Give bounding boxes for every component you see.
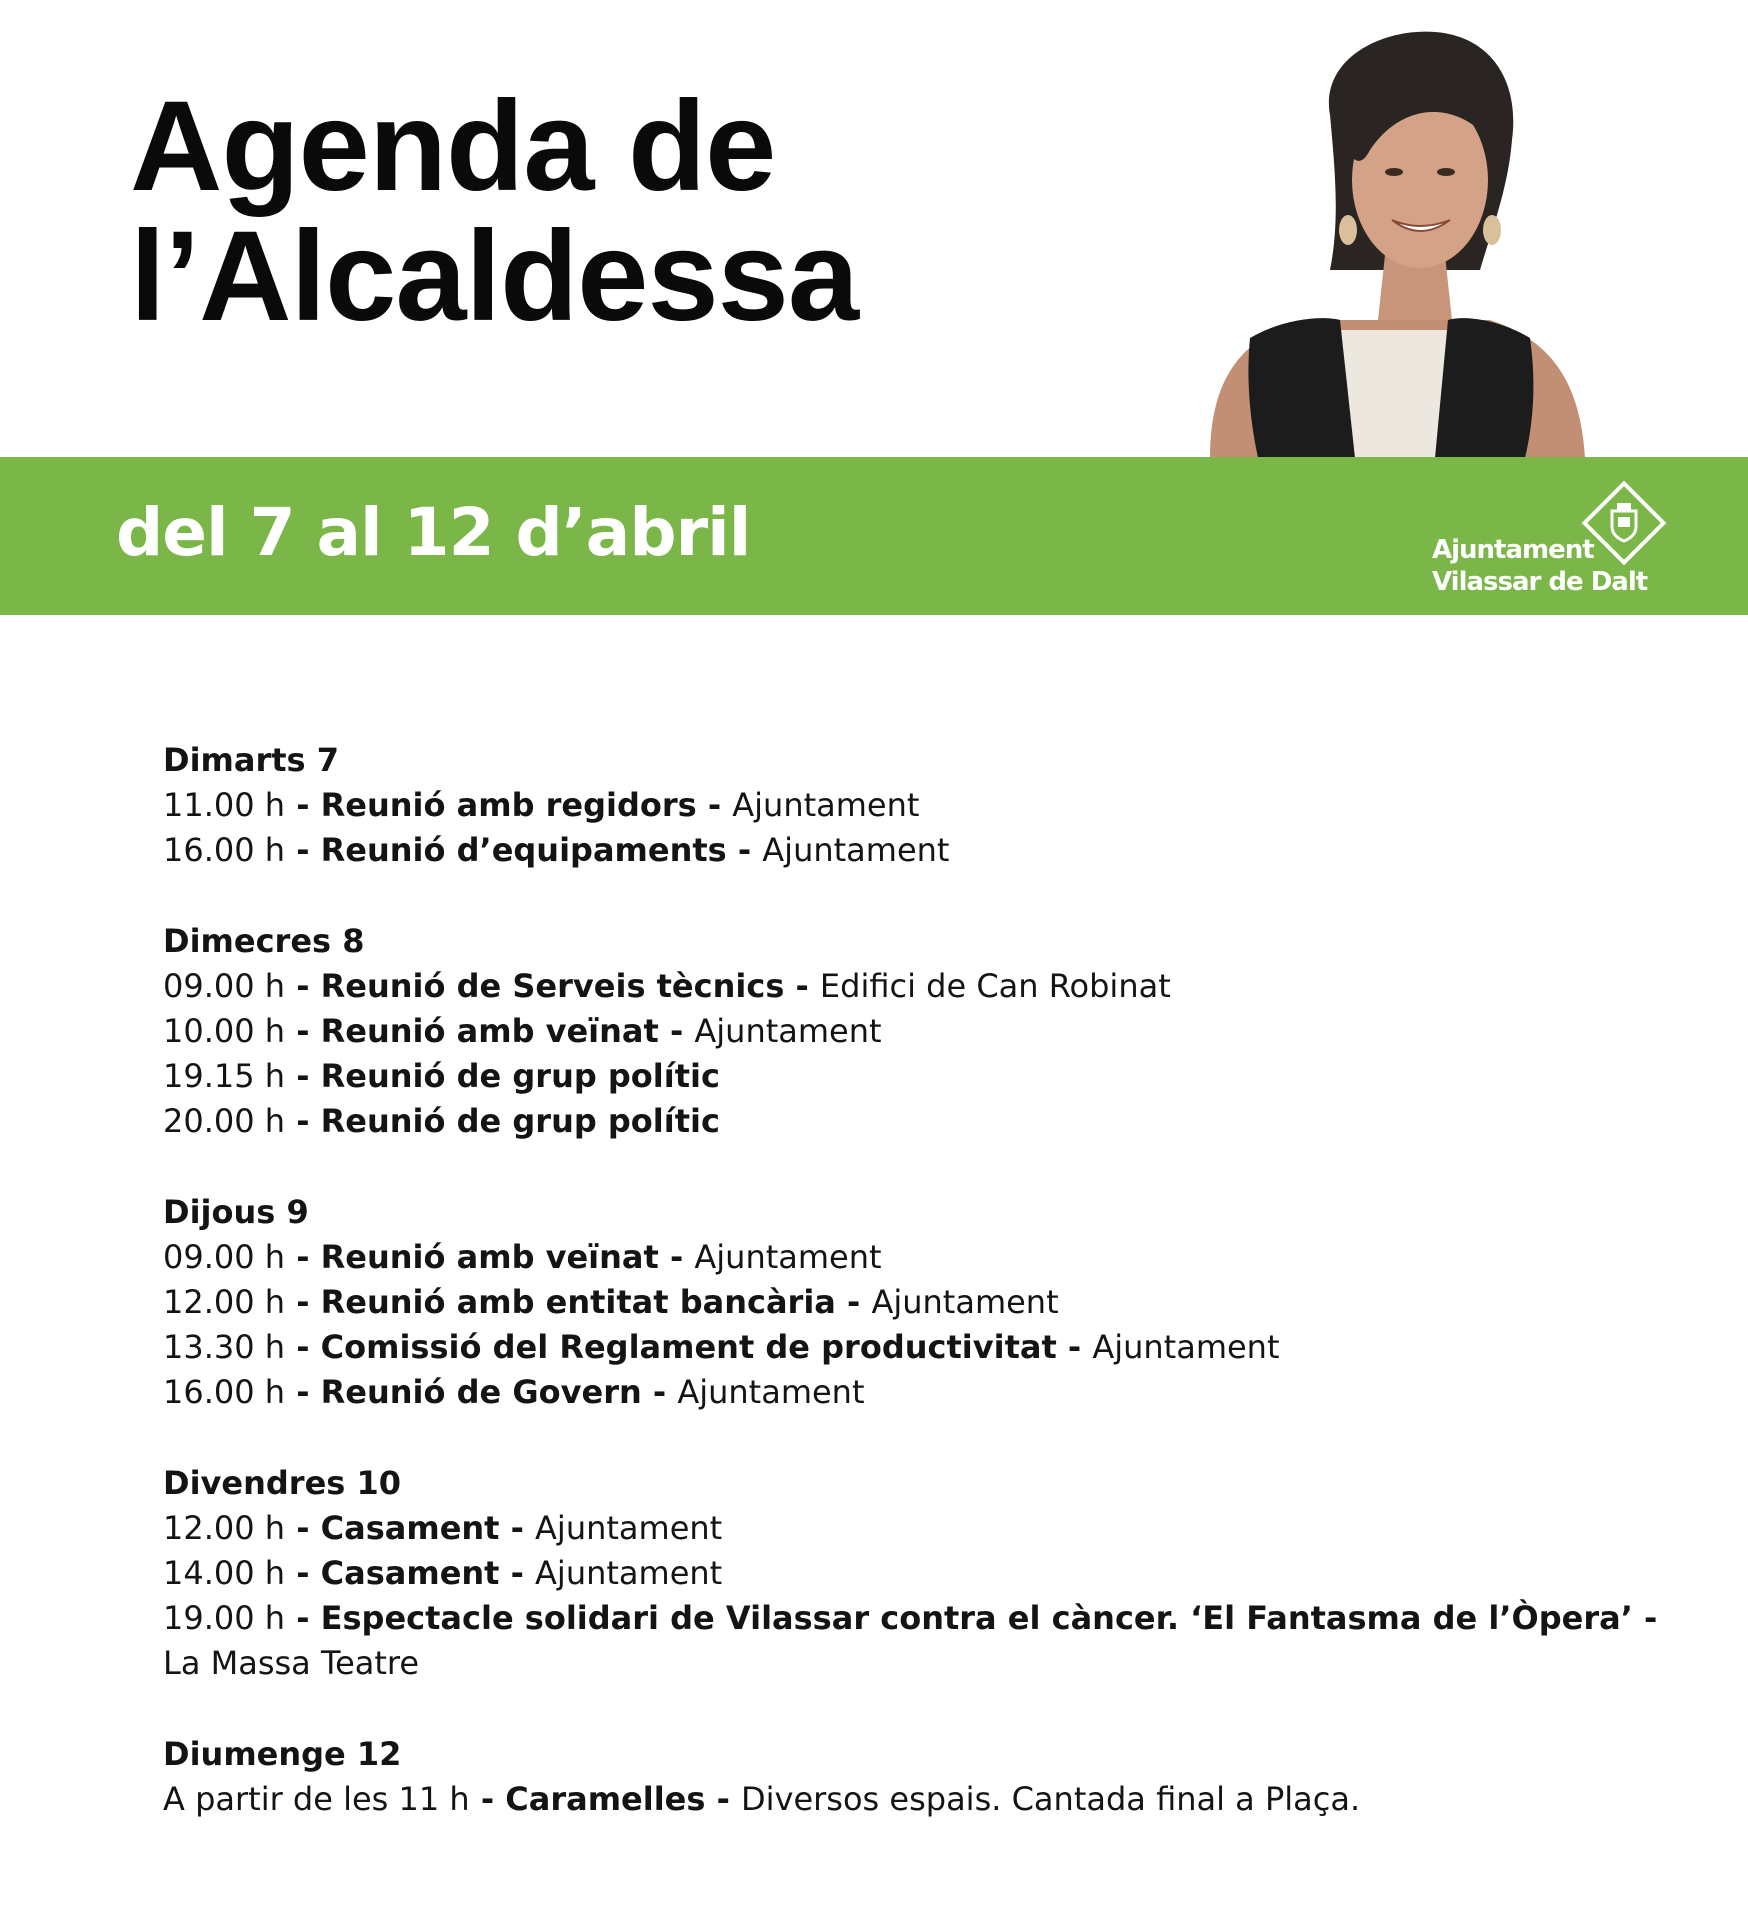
event-place: Ajuntament [694,1012,882,1050]
event-item [163,783,1663,828]
event-title: Reunió de grup polític [320,1057,720,1095]
event-separator: - [285,1102,321,1140]
event-place: Ajuntament [694,1238,882,1276]
event-time: 20.00 h [163,1102,286,1140]
event-separator: - [285,1283,321,1321]
event-time: 16.00 h [163,1373,286,1411]
event-place: Ajuntament [535,1509,723,1547]
event-separator: - [285,1599,321,1637]
logo-line-2: Vilassar de Dalt [1432,567,1648,597]
event-place: Ajuntament [535,1554,723,1592]
event-separator: - [285,1238,321,1276]
event-item [163,1596,1663,1686]
day-heading: Dijous 9 [163,1193,309,1231]
day-section [163,1732,1663,1822]
event-item [163,1551,1663,1596]
event-title: Reunió de Govern [320,1373,642,1411]
event-item [163,1370,1663,1415]
event-separator: - [1632,1599,1658,1637]
event-title: Casament [320,1509,500,1547]
event-place: Ajuntament [732,786,920,824]
event-separator: - [285,1554,321,1592]
event-separator: - [658,1012,695,1050]
day-heading: Dimecres 8 [163,922,365,960]
event-separator: - [285,1373,321,1411]
event-separator: - [499,1509,536,1547]
event-item [163,1506,1663,1551]
date-range: del 7 al 12 d’abril [116,494,751,571]
event-separator: - [499,1554,536,1592]
event-time: 11.00 h [163,786,286,824]
title-line-1: Agenda de [130,75,776,218]
event-separator: - [726,831,763,869]
day-heading: Divendres 10 [163,1464,401,1502]
event-time: 19.15 h [163,1057,286,1095]
event-title: Espectacle solidari de Vilassar contra el càncer. ‘El Fantasma de l’Òpera’ [320,1599,1633,1637]
event-item [163,1054,1663,1099]
event-title: Reunió amb regidors [320,786,697,824]
agenda-list [163,738,1663,1868]
event-time: 12.00 h [163,1283,286,1321]
logo-line-1: Ajuntament [1432,535,1594,565]
event-title: Reunió amb veïnat [320,1012,659,1050]
event-time: 13.30 h [163,1328,286,1366]
event-separator: - [658,1238,695,1276]
event-separator: - [285,967,321,1005]
event-item [163,964,1663,1009]
event-title: Reunió d’equipaments [320,831,727,869]
date-band [0,457,1748,615]
event-separator: - [285,1509,321,1547]
event-title: Reunió de grup polític [320,1102,720,1140]
day-section [163,1461,1663,1686]
event-separator: - [784,967,820,1005]
event-time: 14.00 h [163,1554,286,1592]
event-separator: - [1056,1328,1093,1366]
day-heading: Dimarts 7 [163,741,339,779]
town-hall-logo [1432,534,1647,598]
day-section [163,1190,1663,1415]
event-place: Ajuntament [1092,1328,1280,1366]
event-title: Comissió del Reglament de productivitat [320,1328,1057,1366]
mayor-portrait-photo [1180,20,1600,458]
event-item [163,1777,1663,1822]
event-time: 10.00 h [163,1012,286,1050]
event-item [163,1325,1663,1370]
event-time: A partir de les 11 h [163,1780,470,1818]
event-item [163,1235,1663,1280]
page-title [130,75,858,348]
event-time: 19.00 h [163,1599,286,1637]
day-section [163,738,1663,873]
event-place: Ajuntament [871,1283,1059,1321]
event-separator: - [285,831,321,869]
event-title: Reunió de Serveis tècnics [320,967,785,1005]
event-time: 12.00 h [163,1509,286,1547]
event-time: 09.00 h [163,967,286,1005]
event-place: Edifici de Can Robinat [819,967,1171,1005]
day-section [163,919,1663,1144]
event-separator: - [696,786,733,824]
event-time: 09.00 h [163,1238,286,1276]
event-separator: - [641,1373,678,1411]
event-separator: - [469,1780,506,1818]
event-place: Ajuntament [677,1373,865,1411]
event-item [163,1099,1663,1144]
event-title: Reunió amb veïnat [320,1238,659,1276]
event-separator: - [705,1780,741,1818]
event-place: Ajuntament [762,831,950,869]
event-separator: - [285,1328,321,1366]
title-line-2: l’Alcaldessa [130,205,858,348]
day-heading: Diumenge 12 [163,1735,402,1773]
event-separator: - [285,1012,321,1050]
event-item [163,1009,1663,1054]
event-item [163,828,1663,873]
event-time: 16.00 h [163,831,286,869]
event-title: Reunió amb entitat bancària [320,1283,836,1321]
event-place: La Massa Teatre [163,1644,420,1682]
event-place: Diversos espais. Cantada final a Plaça. [740,1780,1361,1818]
event-separator: - [285,1057,321,1095]
event-title: Casament [320,1554,500,1592]
event-separator: - [835,1283,872,1321]
event-item [163,1280,1663,1325]
event-title: Caramelles [505,1780,706,1818]
event-separator: - [285,786,321,824]
